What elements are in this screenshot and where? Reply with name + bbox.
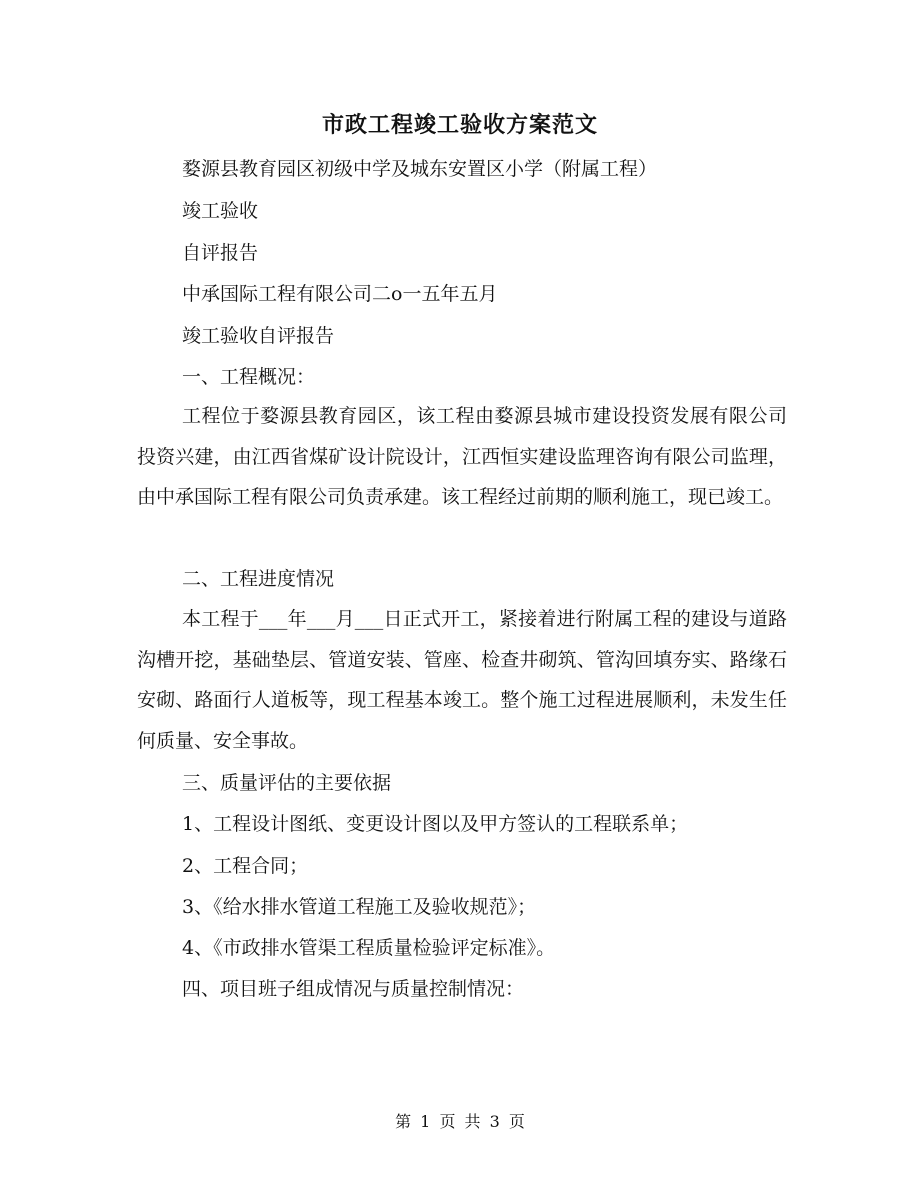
report-subtitle-line: 竣工验收自评报告 xyxy=(182,325,335,347)
page-number-footer: 第 1 页 共 3 页 xyxy=(395,1112,525,1131)
basis-item: 2、工程合同； xyxy=(182,855,309,877)
section-heading-overview: 一、工程概况： xyxy=(182,366,316,388)
completion-acceptance-line: 竣工验收 xyxy=(182,200,259,222)
document-title: 市政工程竣工验收方案范文 xyxy=(321,112,598,138)
self-evaluation-line: 自评报告 xyxy=(182,242,259,264)
project-name-line: 婺源县教育园区初级中学及城东安置区小学（附属工程） xyxy=(182,158,658,180)
basis-item: 4、《市政排水管渠工程质量检验评定标准》。 xyxy=(182,937,556,959)
section-heading-quality: 三、质量评估的主要依据 xyxy=(182,772,392,794)
basis-item: 1、工程设计图纸、变更设计图以及甲方签认的工程联系单； xyxy=(182,813,689,835)
paragraph-overview: 工程位于婺源县教育园区，该工程由婺源县城市建设投资发展有限公司投资兴建，由江西省煤矿设计院设计，江西恒实建设监理咨询有限公司监理，由中承国际工程有限公司负责承建。该工程经过前期的顺利施工，现已竣工。 xyxy=(137,405,787,508)
section-heading-progress: 二、工程进度情况 xyxy=(182,568,335,590)
company-date-line: 中承国际工程有限公司二o一五年五月 xyxy=(182,283,498,305)
section-heading-team: 四、项目班子组成情况与质量控制情况： xyxy=(182,978,525,1000)
basis-item: 3、《给水排水管道工程施工及验收规范》； xyxy=(182,896,537,918)
paragraph-progress: 本工程于___年___月___日正式开工，紧接着进行附属工程的建设与道路沟槽开挖，基础垫层、管道安装、管座、检查井砌筑、管沟回填夯实、路缘石安砌、路面行人道板等，现工程基本竣工。整个施工过程进展顺利，未发生任何质量、安全事故。 xyxy=(137,608,787,752)
